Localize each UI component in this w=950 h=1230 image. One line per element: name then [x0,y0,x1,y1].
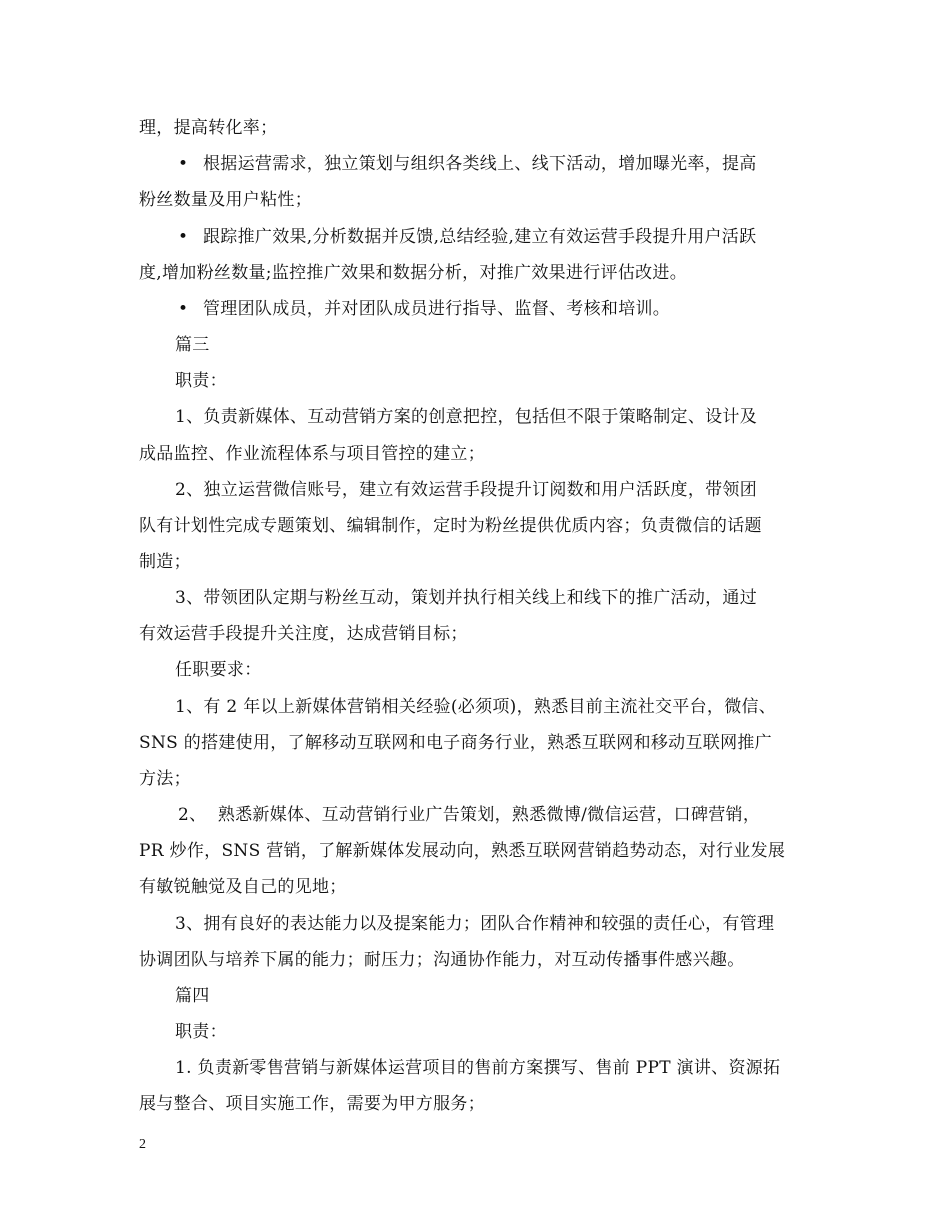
text-line: 有效运营手段提升关注度，达成营销目标； [139,624,468,644]
bullet-text: 跟踪推广效果,分析数据并反馈,总结经验,建立有效运营手段提升用户活跃 [203,227,757,247]
text-line: 2、 熟悉新媒体、互动营销行业广告策划，熟悉微博/微信运营，口碑营销， [178,805,761,825]
text-line: 协调团队与培养下属的能力；耐压力；沟通协作能力，对互动传播事件感兴趣。 [139,950,745,970]
text-line: 队有计划性完成专题策划、编辑制作，定时为粉丝提供优质内容；负责微信的话题 [139,516,762,536]
text-line: 成品监控、作业流程体系与项目管控的建立； [139,444,485,464]
section-heading: 篇四 [175,986,210,1006]
bullet-item [0,298,950,320]
subheading: 职责： [175,1022,227,1042]
page-number: 2 [139,1137,146,1152]
text-line: 1. 负责新零售营销与新媒体运营项目的售前方案撰写、售前 PPT 演讲、资源拓 [175,1058,781,1078]
text-line: 度,增加粉丝数量;监控推广效果和数据分析，对推广效果进行评估改进。 [139,263,688,283]
section-heading: 篇三 [175,335,210,355]
text-line: 1、负责新媒体、互动营销方案的创意把控，包括但不限于策略制定、设计及 [175,407,758,427]
text-line: 展与整合、项目实施工作，需要为甲方服务； [139,1094,485,1114]
bullet-text: 管理团队成员，并对团队成员进行指导、监督、考核和培训。 [203,299,671,319]
text-line: SNS 的搭建使用，了解移动互联网和电子商务行业，熟悉互联网和移动互联网推广 [139,733,772,753]
bullet-text: 根据运营需求，独立策划与组织各类线上、线下活动，增加曝光率，提高 [203,154,757,174]
text-line: 有敏锐触觉及自己的见地； [139,877,347,897]
subheading: 职责： [175,371,227,391]
text-line: 3、拥有良好的表达能力以及提案能力；团队合作精神和较强的责任心，有管理 [175,914,775,934]
bullet-icon: • [178,154,189,174]
bullet-item [0,226,950,248]
text-line: 制造； [139,552,191,572]
subheading: 任职要求： [175,660,262,680]
text-line: 2、独立运营微信账号，建立有效运营手段提升订阅数和用户活跃度，带领团 [175,480,758,500]
text-line: PR 炒作，SNS 营销，了解新媒体发展动向，熟悉互联网营销趋势动态，对行业发展 [139,841,786,861]
text-line: 粉丝数量及用户粘性； [139,190,312,210]
text-line: 3、带领团队定期与粉丝互动，策划并执行相关线上和线下的推广活动，通过 [175,588,758,608]
bullet-item [0,153,950,175]
text-line: 1、有 2 年以上新媒体营销相关经验(必须项)，熟悉目前主流社交平台，微信、 [175,697,777,717]
bullet-icon: • [178,227,189,247]
text-line: 理，提高转化率； [139,118,278,138]
bullet-icon: • [178,299,189,319]
text-line: 方法； [139,769,191,789]
